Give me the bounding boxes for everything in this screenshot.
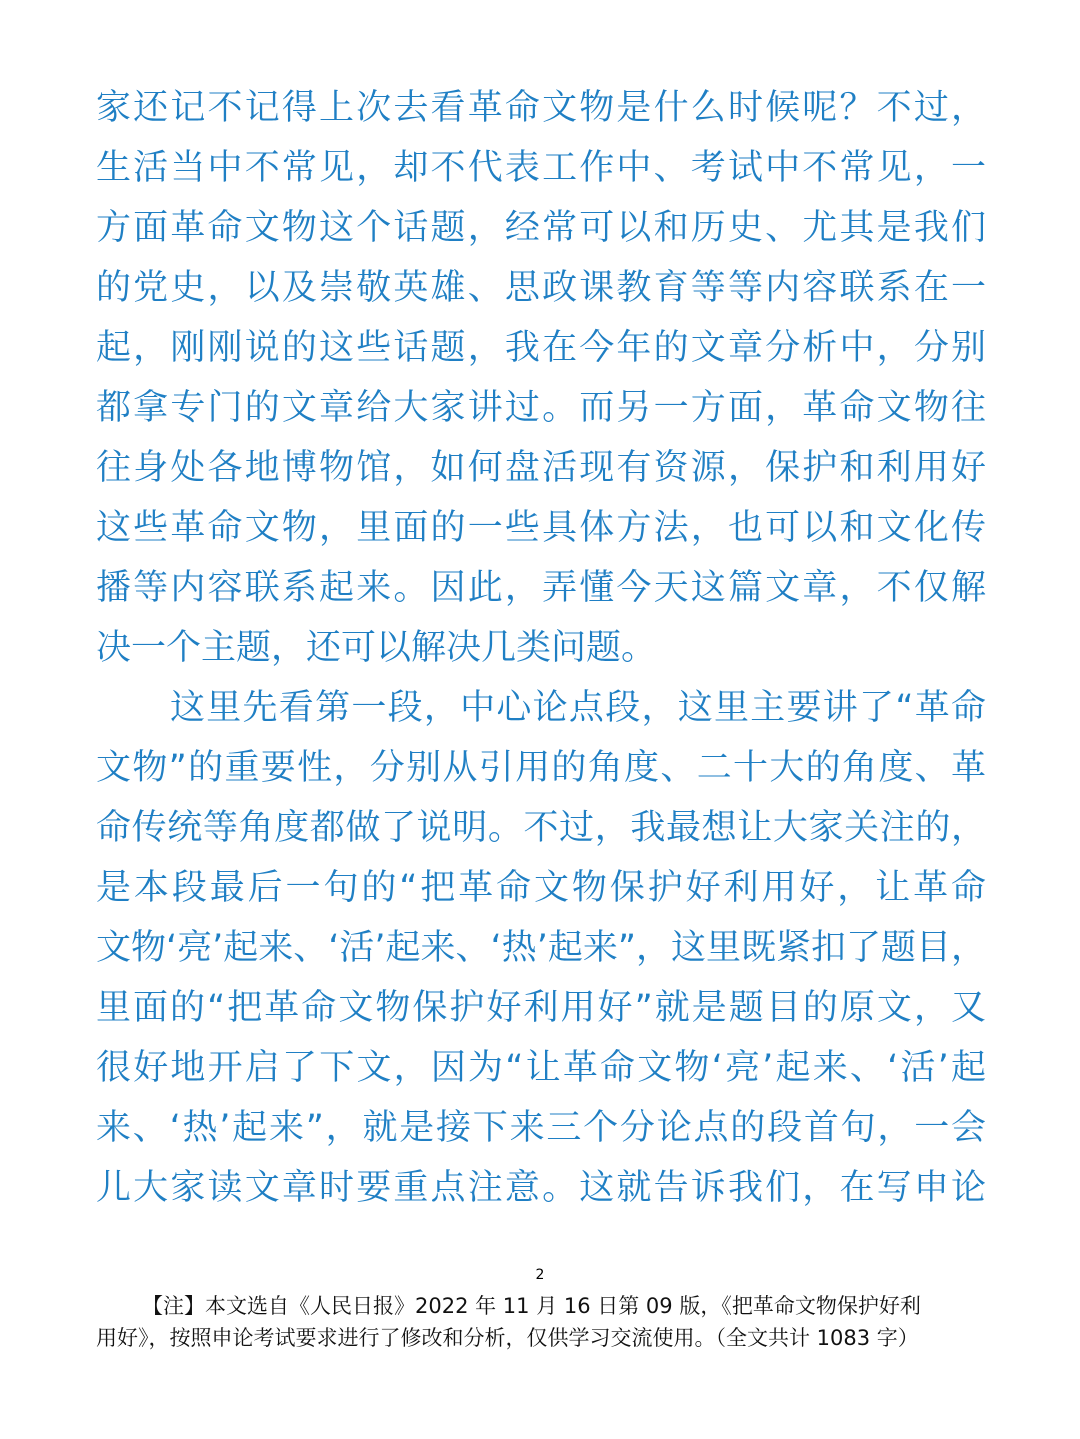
footnote <box>96 1290 988 1354</box>
article-body <box>96 78 986 1218</box>
body-line: 命传统等角度都做了说明。不过，我最想让大家关注的， <box>96 808 986 848</box>
body-line: 都拿专门的文章给大家讲过。而另一方面，革命文物往 <box>96 388 986 428</box>
body-line: 起，刚刚说的这些话题，我在今年的文章分析中，分别 <box>96 328 986 368</box>
body-line: 文物‘亮’起来、‘活’起来、‘热’起来”，这里既紧扣了题目， <box>96 928 986 968</box>
body-line: 往身处各地博物馆，如何盘活现有资源，保护和利用好 <box>96 448 986 488</box>
body-line: 决一个主题，还可以解决几类问题。 <box>96 628 657 668</box>
body-line: 家还记不记得上次去看革命文物是什么时候呢？不过， <box>96 88 986 128</box>
page-number: 2 <box>535 1267 545 1283</box>
body-line: 是本段最后一句的“把革命文物保护好利用好，让革命 <box>96 868 986 908</box>
body-line: 儿大家读文章时要重点注意。这就告诉我们，在写申论 <box>96 1168 986 1208</box>
body-line: 里面的“把革命文物保护好利用好”就是题目的原文，又 <box>96 988 986 1028</box>
footnote-line: 用好》，按照申论考试要求进行了修改和分析，仅供学习交流使用。（全文共计 1083 字） <box>96 1326 919 1350</box>
paragraph-start-line: 这里先看第一段，中心论点段，这里主要讲了“革命 <box>170 688 986 728</box>
body-line: 来、‘热’起来”，就是接下来三个分论点的段首句，一会 <box>96 1108 986 1148</box>
body-line: 这些革命文物，里面的一些具体方法，也可以和文化传 <box>96 508 986 548</box>
body-line: 生活当中不常见，却不代表工作中、考试中不常见，一 <box>96 148 986 188</box>
body-line: 的党史，以及崇敬英雄、思政课教育等等内容联系在一 <box>96 268 986 308</box>
body-line: 文物”的重要性，分别从引用的角度、二十大的角度、革 <box>96 748 986 788</box>
body-line: 很好地开启了下文，因为“让革命文物‘亮’起来、‘活’起 <box>96 1048 986 1088</box>
body-line: 播等内容联系起来。因此，弄懂今天这篇文章，不仅解 <box>96 568 986 608</box>
body-line: 方面革命文物这个话题，经常可以和历史、尤其是我们 <box>96 208 986 248</box>
footnote-line: 【注】本文选自《人民日报》2022 年 11 月 16 日第 09 版，《把革命文物保护好利 <box>142 1294 921 1318</box>
